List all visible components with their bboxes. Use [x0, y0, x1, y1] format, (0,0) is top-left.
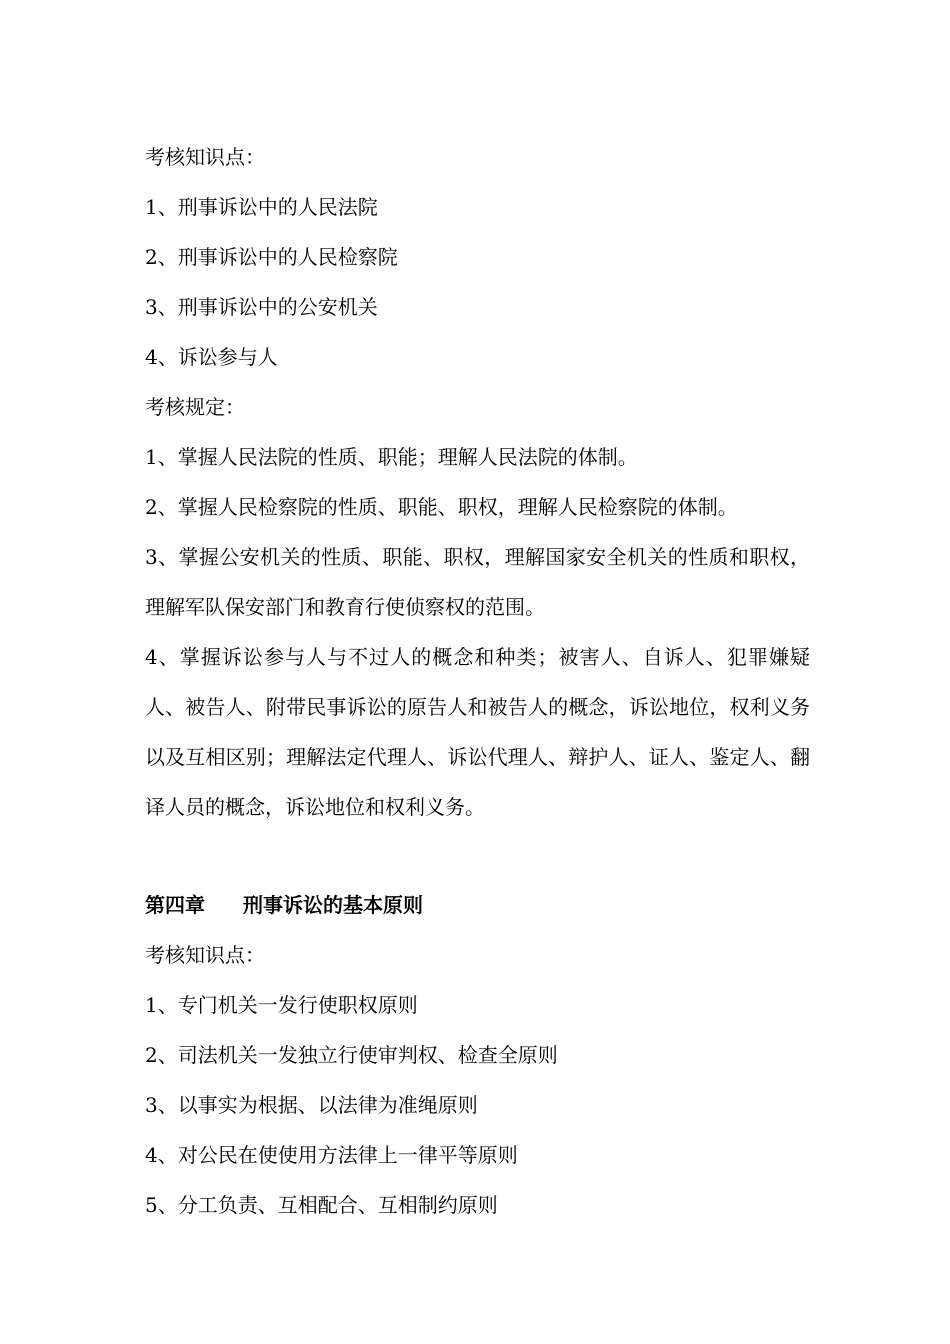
chapter-title: 刑事诉讼的基本原则 — [243, 893, 423, 917]
knowledge-heading: 考核知识点： — [145, 943, 265, 967]
knowledge-item: 1、刑事诉讼中的人民法院 — [145, 195, 378, 219]
knowledge-item: 5、分工负责、互相配合、互相制约原则 — [145, 1193, 498, 1217]
chapter-heading — [145, 880, 810, 930]
document-page — [145, 132, 810, 1230]
requirement-item: 1、掌握人民法院的性质、职能；理解人民法院的体制。 — [145, 445, 638, 469]
knowledge-item: 1、专门机关一发行使职权原则 — [145, 993, 418, 1017]
knowledge-item: 3、刑事诉讼中的公安机关 — [145, 295, 378, 319]
requirements-heading: 考核规定： — [145, 395, 245, 419]
knowledge-heading: 考核知识点： — [145, 145, 265, 169]
chapter-number: 第四章 — [145, 893, 205, 917]
knowledge-item: 3、以事实为根据、以法律为准绳原则 — [145, 1093, 478, 1117]
requirement-item: 4、掌握诉讼参与人与不过人的概念和种类；被害人、自诉人、犯罪嫌疑人、被告人、附带民事诉讼的原告人和被告人的概念，诉讼地位，权利义务以及互相区别；理解法定代理人、诉讼代理人、辩护人、证人、鉴定人、翻译人员的概念，诉讼地位和权利义务。 — [145, 645, 810, 819]
knowledge-item: 4、对公民在使使用方法律上一律平等原则 — [145, 1143, 518, 1167]
knowledge-item: 4、诉讼参与人 — [145, 345, 278, 369]
section-spacer — [145, 832, 810, 880]
knowledge-item: 2、刑事诉讼中的人民检察院 — [145, 245, 398, 269]
requirement-item: 3、掌握公安机关的性质、职能、职权，理解国家安全机关的性质和职权，理解军队保安部门和教育行使侦察权的范围。 — [145, 545, 810, 619]
knowledge-item: 2、司法机关一发独立行使审判权、检查全原则 — [145, 1043, 558, 1067]
requirement-item: 2、掌握人民检察院的性质、职能、职权，理解人民检察院的体制。 — [145, 495, 738, 519]
